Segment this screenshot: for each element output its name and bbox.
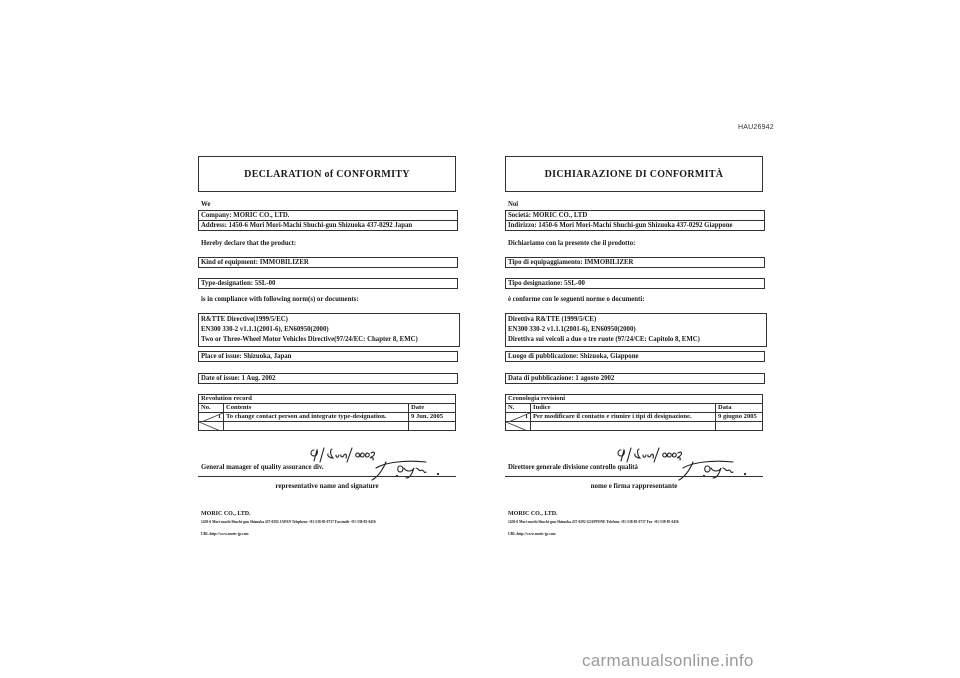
diagonal-line xyxy=(506,422,530,431)
we-label: Noi xyxy=(508,201,519,208)
footer-company: MORIC CO., LTD. xyxy=(201,511,251,517)
manager-title: Direttore generale divisione controllo qualità xyxy=(508,464,638,471)
company-box xyxy=(198,210,458,231)
company-name: Società: MORIC CO., LTD xyxy=(508,212,588,219)
diagonal-line xyxy=(506,413,530,422)
type-designation: Type-designation: 5SL-00 xyxy=(198,278,458,289)
empty-cell xyxy=(224,422,409,431)
norms-box xyxy=(198,313,460,347)
norm-line: Direttiva sui veicoli a due o tre ruote (97/24/CE: Capitolo 8, EMC) xyxy=(508,336,700,343)
declare-text: Hereby declare that the product: xyxy=(201,240,297,247)
norm-line: EN300 330-2 v1.1.1(2001-6), EN60950(2000) xyxy=(201,326,329,333)
norm-line: EN300 330-2 v1.1.1(2001-6), EN60950(2000) xyxy=(508,326,636,333)
revision-table xyxy=(198,394,456,431)
manager-title: General manager of quality assurance div. xyxy=(201,464,324,471)
footer-url: URL:http://www.moric-jp.com xyxy=(201,532,249,536)
revision-title: Revolution record xyxy=(199,395,456,404)
empty-cell xyxy=(716,422,763,431)
signature-caption: representative name and signature xyxy=(275,482,379,490)
revision-date: 9 giugno 2005 xyxy=(716,413,763,422)
diagonal-line xyxy=(199,413,223,422)
revision-title: Cronologia revisioni xyxy=(506,395,763,404)
header-contents: Indice xyxy=(531,404,716,413)
kind-of-equipment: Kind of equipment: IMMOBILIZER xyxy=(198,257,458,268)
place-of-issue: Luogo di pubblicazione: Shizuoka, Giappone xyxy=(505,351,765,362)
revision-table xyxy=(505,394,763,431)
revision-contents: Per modificare il contatto e riunire i tipi di designazione. xyxy=(531,413,716,422)
norm-line: Direttiva R&TTE (1999/5/CE) xyxy=(508,316,597,323)
company-name: Company: MORIC CO., LTD. xyxy=(201,212,290,219)
revision-no: 1 xyxy=(217,413,221,420)
signature-line xyxy=(505,476,763,477)
kind-of-equipment: Tipo di equipaggiamento: IMMOBILIZER xyxy=(505,257,765,268)
declaration-title: DECLARATION of CONFORMITY xyxy=(198,156,456,192)
empty-no-cell xyxy=(199,422,224,431)
signature-caption: nome e firma rappresentante xyxy=(590,482,678,490)
header-date: Data xyxy=(716,404,763,413)
diagonal-line xyxy=(199,422,223,431)
norm-line: Two or Three-Wheel Motor Vehicles Directive(97/24/EC: Chapter 8, EMC) xyxy=(201,336,418,343)
empty-cell xyxy=(531,422,716,431)
empty-cell xyxy=(409,422,456,431)
watermark-text: carmanualsonline.info xyxy=(582,651,754,670)
revision-no: 1 xyxy=(524,413,528,420)
company-box xyxy=(505,210,765,231)
footer-address: 1450-6 Mori-machi Shuchi-gun Shizuoka 437-0292 JAPAN Telephone +81-538-85-0737 Facsimile +81-538-85-0456 xyxy=(201,520,376,524)
norm-line: R&TTE Directive(1999/5/EC) xyxy=(201,316,288,323)
footer-company: MORIC CO., LTD. xyxy=(508,511,558,517)
header-contents: Contents xyxy=(224,404,409,413)
revision-no-cell xyxy=(506,413,531,422)
header-no: N. xyxy=(506,404,531,413)
norms-box xyxy=(505,313,767,347)
declaration-english xyxy=(198,156,456,536)
date-of-issue: Date of issue: 1 Aug. 2002 xyxy=(198,373,458,384)
empty-no-cell xyxy=(506,422,531,431)
declare-text: Dichiariamo con la presente che il prodotto: xyxy=(508,240,636,247)
revision-contents: To change contact person and integrate type-designation. xyxy=(224,413,409,422)
header-no: No. xyxy=(199,404,224,413)
compliance-text: is in compliance with following norm(s) or documents: xyxy=(201,296,359,303)
footer-url: URL:http://www.moric-jp.com xyxy=(508,532,556,536)
company-address: Address: 1450-6 Mori Mori-Machi Shuchi-gun Shizuoka 437-0292 Japan xyxy=(199,220,457,230)
we-label: We xyxy=(201,201,211,208)
declaration-title: DICHIARAZIONE DI CONFORMITÀ xyxy=(505,156,763,192)
revision-no-cell xyxy=(199,413,224,422)
date-of-issue: Data di pubblicazione: 1 agosto 2002 xyxy=(505,373,765,384)
company-address: Indirizzo: 1450-6 Mori Mori-Machi Shuchi-gun Shizuoka 437-0292 Giappone xyxy=(506,220,764,230)
type-designation: Tipo designazione: 5SL-00 xyxy=(505,278,765,289)
footer-address: 1450-6 Mori-machi Shuchi-gun Shizuoka 437-0292 GIAPPONE Telefono +81-538-85-0737 Fax +81-538-85-0456 xyxy=(508,520,679,524)
compliance-text: è conforme con le seguenti norme o documenti: xyxy=(508,296,645,303)
document-code: HAU26942 xyxy=(738,124,774,131)
signature-line xyxy=(198,476,456,477)
revision-date: 9 Jun. 2005 xyxy=(409,413,456,422)
declaration-italian xyxy=(505,156,763,536)
place-of-issue: Place of issue: Shizuoka, Japan xyxy=(198,351,458,362)
header-date: Date xyxy=(409,404,456,413)
